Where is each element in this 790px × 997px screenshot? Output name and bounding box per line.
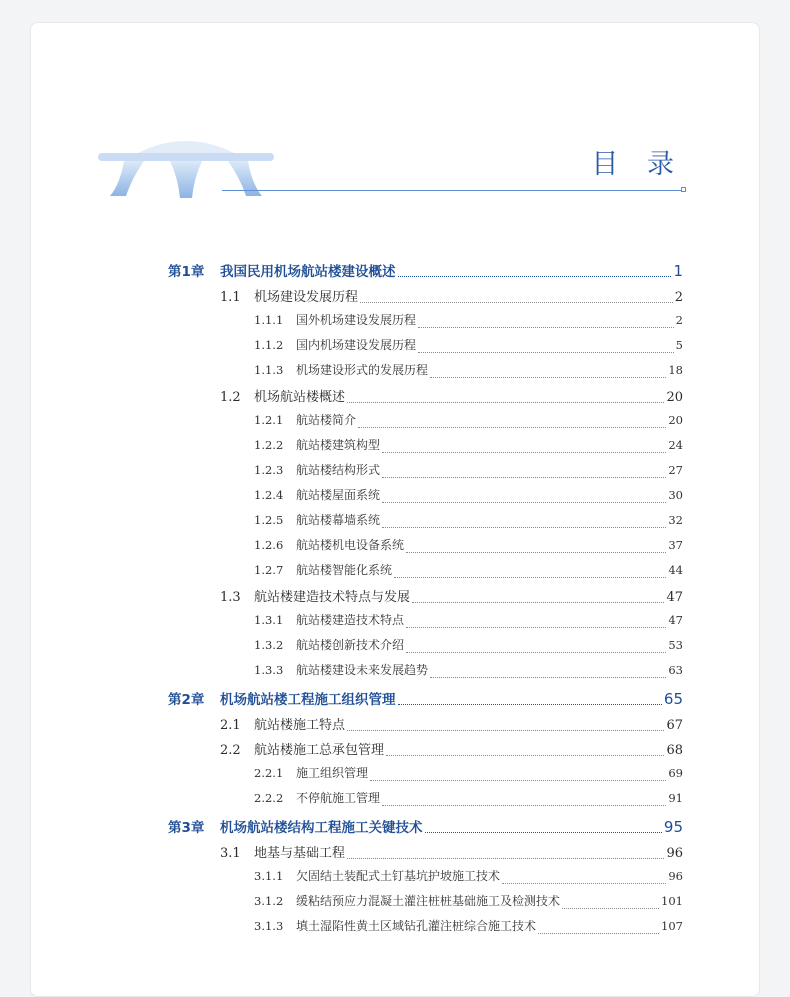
toc-page-number: 20 xyxy=(668,413,683,427)
toc-page-number: 44 xyxy=(668,563,683,577)
toc-entry-title: 航站楼智能化系统 xyxy=(296,563,393,577)
toc-sub-row[interactable] xyxy=(254,917,683,942)
toc-section-row[interactable] xyxy=(220,286,683,311)
toc-page-number: 96 xyxy=(666,846,683,861)
toc-sub-row[interactable] xyxy=(254,892,683,917)
toc-entry-title: 缓粘结预应力混凝土灌注桩桩基础施工及检测技术 xyxy=(296,894,561,908)
toc-entry-number: 3.1 xyxy=(220,846,241,861)
toc-entry-title: 航站楼施工特点 xyxy=(254,718,346,733)
toc-entry-number: 第2章 xyxy=(168,692,205,708)
toc-sub-row[interactable] xyxy=(254,764,683,789)
toc-leader-dots xyxy=(418,351,674,353)
toc-leader-dots xyxy=(430,376,666,378)
toc-section-row[interactable] xyxy=(220,586,683,611)
toc-sub-row[interactable] xyxy=(254,336,683,361)
toc-leader-dots xyxy=(418,326,674,328)
toc-entry-number: 1.2.6 xyxy=(254,538,284,552)
toc-entry-number: 1.1.3 xyxy=(254,363,284,377)
table-of-contents xyxy=(168,258,683,942)
toc-page-number: 47 xyxy=(666,590,683,605)
toc-leader-dots xyxy=(398,703,662,705)
toc-leader-dots xyxy=(382,501,666,503)
toc-leader-dots xyxy=(562,907,659,909)
toc-leader-dots xyxy=(382,451,666,453)
toc-sub-row[interactable] xyxy=(254,361,683,386)
toc-entry-number: 1.1.1 xyxy=(254,313,284,327)
toc-entry-title: 航站楼创新技术介绍 xyxy=(296,638,405,652)
toc-entry-title: 机场航站楼工程施工组织管理 xyxy=(220,692,396,708)
toc-entry-number: 1.2.1 xyxy=(254,413,284,427)
toc-chapter-row[interactable] xyxy=(168,260,683,285)
toc-entry-title: 机场建设形式的发展历程 xyxy=(296,363,429,377)
toc-leader-dots xyxy=(406,651,666,653)
toc-page-number: 24 xyxy=(668,438,683,452)
toc-entry-title: 欠固结土装配式土钉基坑护坡施工技术 xyxy=(296,869,501,883)
toc-entry-number: 3.1.1 xyxy=(254,869,284,883)
toc-entry-title: 不停航施工管理 xyxy=(296,791,381,805)
page-title: 目 录 xyxy=(591,149,684,180)
toc-entry-title: 施工组织管理 xyxy=(296,766,369,780)
toc-leader-dots xyxy=(394,576,666,578)
toc-entry-number: 3.1.3 xyxy=(254,919,284,933)
toc-entry-number: 1.2.7 xyxy=(254,563,284,577)
toc-entry-title: 我国民用机场航站楼建设概述 xyxy=(220,264,396,280)
toc-leader-dots xyxy=(347,857,664,859)
toc-entry-title: 航站楼建造技术特点与发展 xyxy=(254,590,411,605)
toc-page-number: 27 xyxy=(668,463,683,477)
toc-entry-title: 填土湿陷性黄土区域钻孔灌注桩综合施工技术 xyxy=(296,919,537,933)
toc-page-number: 30 xyxy=(668,488,683,502)
toc-entry-number: 1.2 xyxy=(220,390,241,405)
toc-leader-dots xyxy=(360,301,673,303)
toc-leader-dots xyxy=(538,932,659,934)
toc-page-number: 67 xyxy=(666,718,683,733)
toc-leader-dots xyxy=(386,754,664,756)
toc-page-number: 18 xyxy=(668,363,683,377)
toc-leader-dots xyxy=(502,882,666,884)
toc-leader-dots xyxy=(347,729,664,731)
toc-leader-dots xyxy=(398,275,672,277)
toc-leader-dots xyxy=(382,476,666,478)
toc-section-row[interactable] xyxy=(220,386,683,411)
toc-entry-number: 1.3.2 xyxy=(254,638,284,652)
toc-entry-number: 1.2.3 xyxy=(254,463,284,477)
toc-leader-dots xyxy=(430,676,666,678)
toc-page-number: 37 xyxy=(668,538,683,552)
toc-sub-row[interactable] xyxy=(254,436,683,461)
toc-chapter-row[interactable] xyxy=(168,816,683,841)
toc-leader-dots xyxy=(382,526,666,528)
toc-leader-dots xyxy=(370,779,666,781)
toc-sub-row[interactable] xyxy=(254,461,683,486)
toc-sub-row[interactable] xyxy=(254,789,683,814)
toc-sub-row[interactable] xyxy=(254,536,683,561)
toc-entry-number: 1.2.2 xyxy=(254,438,284,452)
toc-page-number: 20 xyxy=(666,390,683,405)
toc-page-number: 96 xyxy=(668,869,683,883)
toc-page-number: 2 xyxy=(674,290,683,305)
terminal-logo-icon xyxy=(96,134,276,204)
toc-entry-title: 航站楼建设未来发展趋势 xyxy=(296,663,429,677)
toc-leader-dots xyxy=(406,551,666,553)
toc-sub-row[interactable] xyxy=(254,636,683,661)
toc-page-number: 47 xyxy=(668,613,683,627)
toc-entry-number: 1.1 xyxy=(220,290,241,305)
title-rule xyxy=(222,190,682,191)
toc-sub-row[interactable] xyxy=(254,611,683,636)
toc-chapter-row[interactable] xyxy=(168,688,683,713)
toc-sub-row[interactable] xyxy=(254,561,683,586)
toc-entry-title: 航站楼机电设备系统 xyxy=(296,538,405,552)
toc-entry-number: 1.3 xyxy=(220,590,241,605)
toc-page-number: 107 xyxy=(661,919,683,933)
toc-entry-number: 2.2.2 xyxy=(254,791,284,805)
toc-entry-title: 航站楼幕墙系统 xyxy=(296,513,381,527)
toc-page-number: 95 xyxy=(663,818,683,836)
toc-entry-title: 机场建设发展历程 xyxy=(254,290,359,305)
toc-entry-title: 航站楼建筑构型 xyxy=(296,438,381,452)
toc-entry-title: 机场航站楼结构工程施工关键技术 xyxy=(220,820,423,836)
toc-sub-row[interactable] xyxy=(254,311,683,336)
toc-entry-number: 1.2.5 xyxy=(254,513,284,527)
toc-page-number: 53 xyxy=(668,638,683,652)
toc-entry-title: 国外机场建设发展历程 xyxy=(296,313,417,327)
toc-leader-dots xyxy=(406,626,666,628)
toc-entry-title: 机场航站楼概述 xyxy=(254,390,346,405)
toc-leader-dots xyxy=(412,601,664,603)
toc-page-number: 63 xyxy=(668,663,683,677)
toc-leader-dots xyxy=(382,804,666,806)
toc-leader-dots xyxy=(425,831,662,833)
toc-entry-number: 1.1.2 xyxy=(254,338,284,352)
toc-entry-number: 1.2.4 xyxy=(254,488,284,502)
toc-page-number: 5 xyxy=(675,338,683,352)
toc-page-number: 101 xyxy=(661,894,683,908)
toc-entry-title: 地基与基础工程 xyxy=(254,846,346,861)
toc-page-number: 32 xyxy=(668,513,683,527)
toc-leader-dots xyxy=(358,426,666,428)
toc-sub-row[interactable] xyxy=(254,661,683,686)
toc-leader-dots xyxy=(347,401,664,403)
toc-section-row[interactable] xyxy=(220,714,683,739)
toc-entry-title: 航站楼简介 xyxy=(296,413,357,427)
toc-entry-number: 第3章 xyxy=(168,820,205,836)
toc-page-number: 65 xyxy=(663,690,683,708)
title-rule-end xyxy=(681,187,686,192)
toc-sub-row[interactable] xyxy=(254,511,683,536)
toc-section-row[interactable] xyxy=(220,842,683,867)
toc-entry-number: 3.1.2 xyxy=(254,894,284,908)
toc-section-row[interactable] xyxy=(220,739,683,764)
toc-page-number: 68 xyxy=(666,743,683,758)
toc-entry-number: 第1章 xyxy=(168,264,205,280)
toc-entry-number: 1.3.1 xyxy=(254,613,284,627)
toc-entry-title: 国内机场建设发展历程 xyxy=(296,338,417,352)
toc-entry-number: 2.2 xyxy=(220,743,241,758)
toc-page-number: 1 xyxy=(673,262,683,280)
toc-entry-number: 1.3.3 xyxy=(254,663,284,677)
toc-entry-title: 航站楼屋面系统 xyxy=(296,488,381,502)
toc-sub-row[interactable] xyxy=(254,867,683,892)
toc-entry-title: 航站楼施工总承包管理 xyxy=(254,743,385,758)
toc-entry-title: 航站楼结构形式 xyxy=(296,463,381,477)
toc-page-number: 91 xyxy=(668,791,683,805)
toc-sub-row[interactable] xyxy=(254,411,683,436)
toc-entry-title: 航站楼建造技术特点 xyxy=(296,613,405,627)
toc-sub-row[interactable] xyxy=(254,486,683,511)
toc-page-number: 2 xyxy=(675,313,683,327)
toc-entry-number: 2.2.1 xyxy=(254,766,284,780)
toc-page-number: 69 xyxy=(668,766,683,780)
toc-entry-number: 2.1 xyxy=(220,718,241,733)
